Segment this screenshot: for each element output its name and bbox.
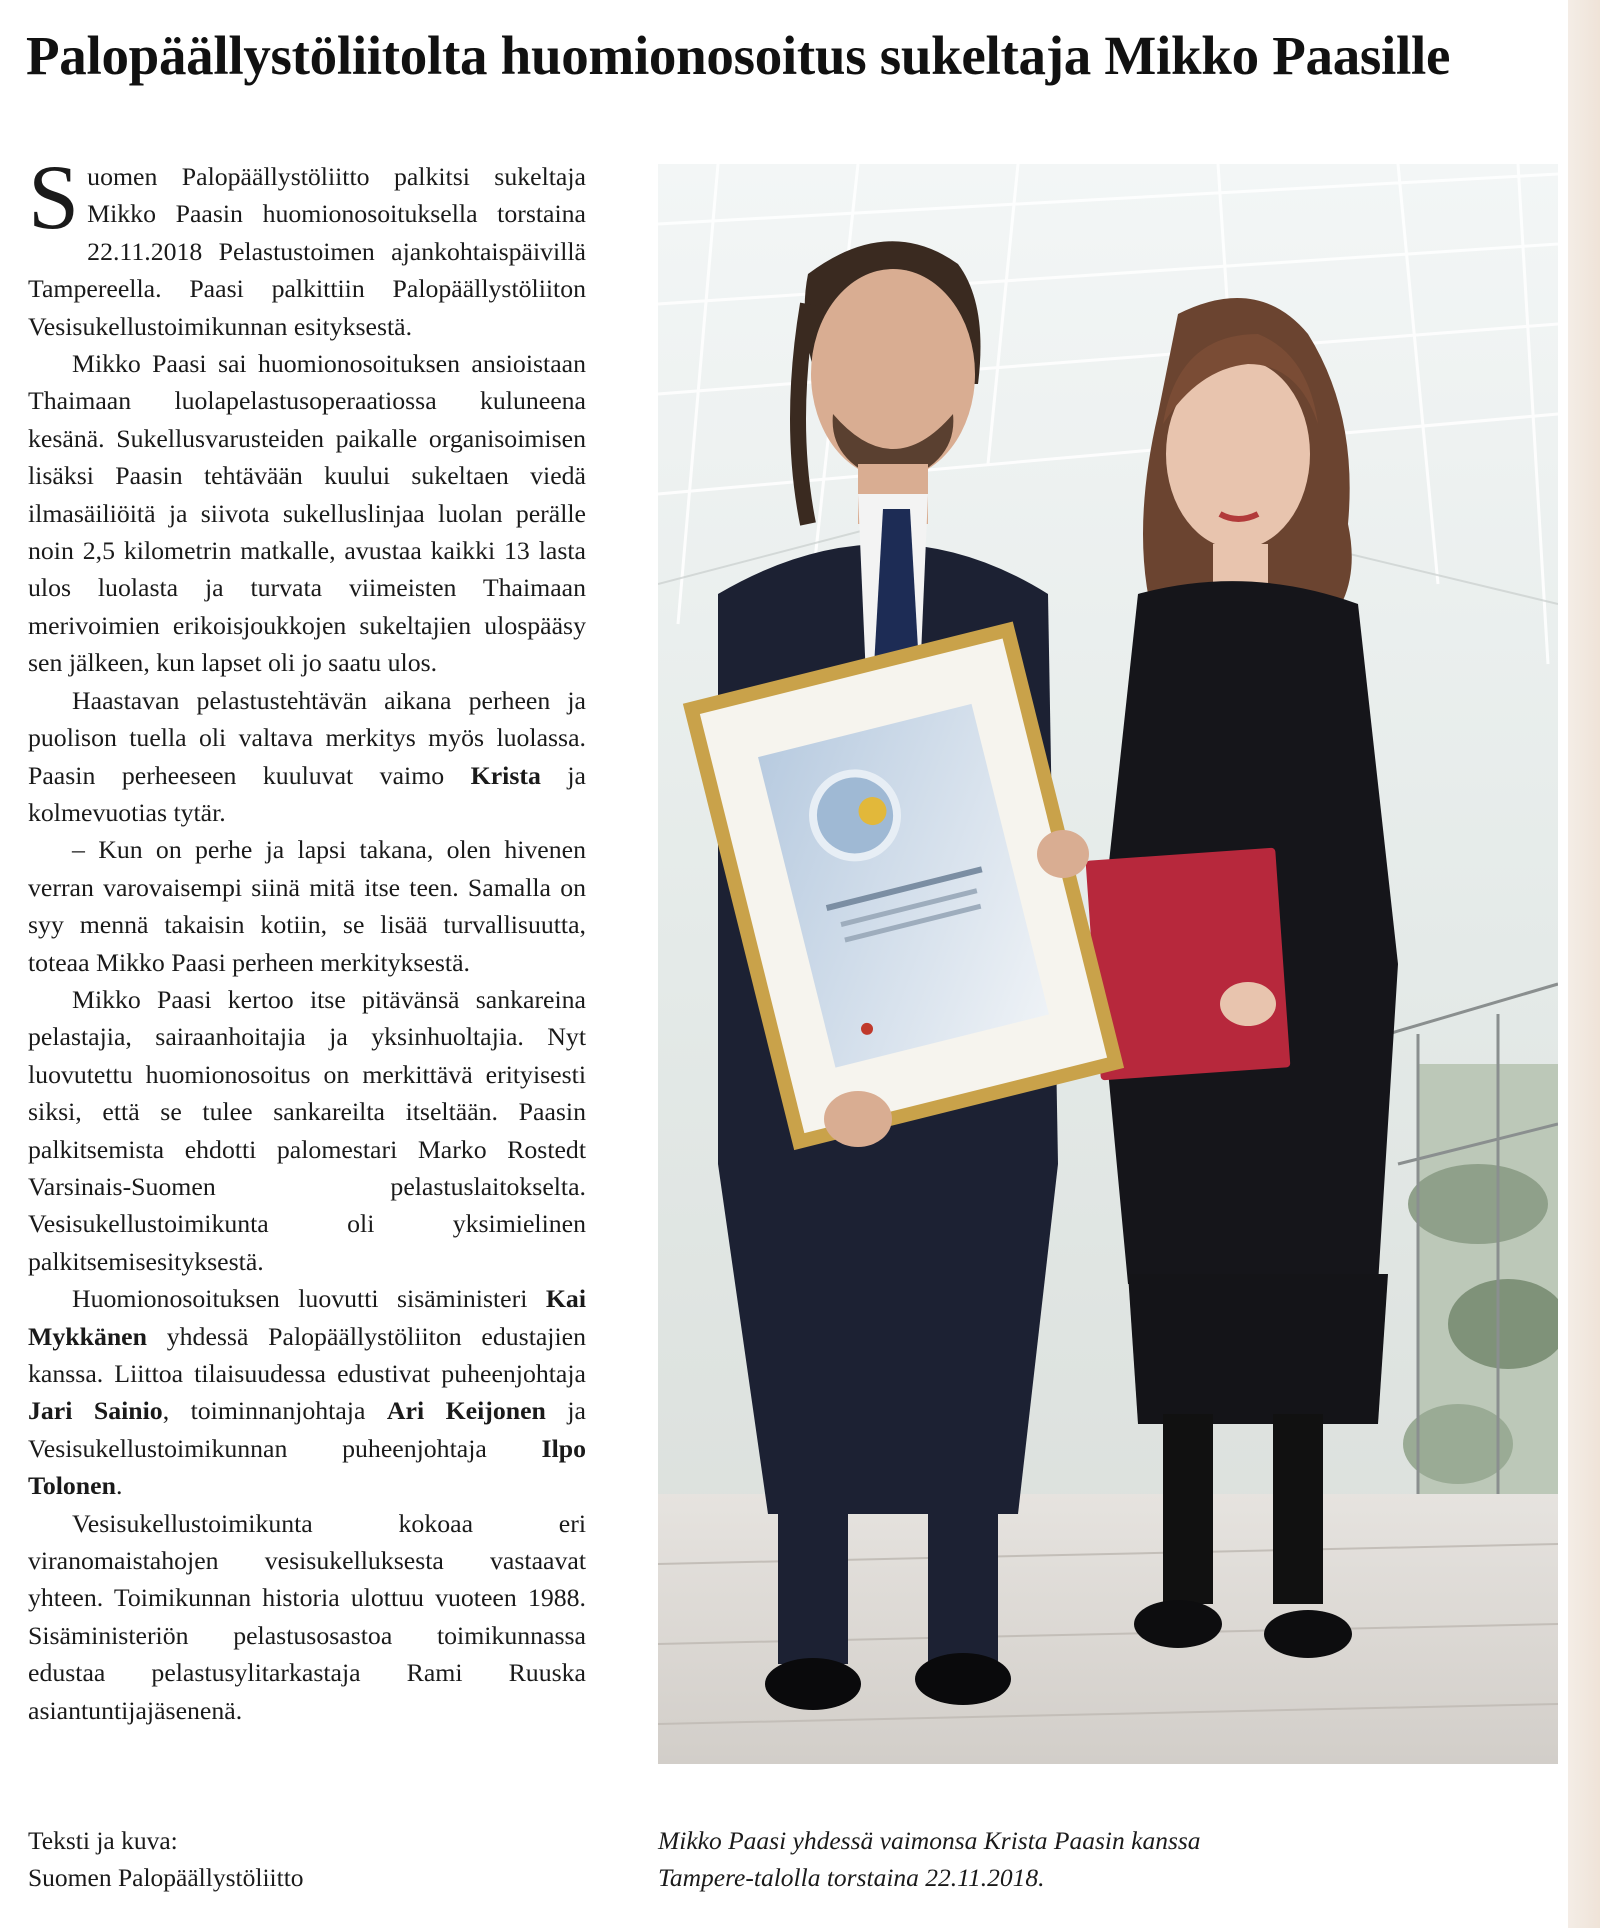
name-jari-sainio: Jari Sainio xyxy=(28,1396,163,1426)
caption-line-1: Mikko Paasi yhdessä vaimonsa Krista Paasin kanssa xyxy=(658,1826,1201,1855)
credit-organization: Suomen Palopäällystöliitto xyxy=(28,1863,304,1892)
page-edge xyxy=(1568,0,1600,1928)
caption-line-2: Tampere-talolla torstaina 22.11.2018. xyxy=(658,1863,1045,1892)
photo-illustration xyxy=(658,164,1558,1764)
paragraph-3 xyxy=(28,682,586,832)
paragraph-3-text: Haastavan pelastustehtävän aikana perheen ja puolison tuella oli valtava merkitys myös luolassa. Paasin perheeseen kuuluvat vaimo xyxy=(28,685,586,790)
paragraph-7: Vesisukellustoimikunta kokoaa eri viranomaistahojen vesisukelluksesta vastaavat yhteen. Toimikunnan historia ulottuu vuoteen 1988. Sisäministeriön pelastusosastoa toimikunnassa edustaa pelastusylitarkastaja Rami Ruuska asiantuntijajäsenenä. xyxy=(28,1508,586,1725)
photo-caption xyxy=(658,1822,1558,1896)
photo-credit xyxy=(28,1822,528,1896)
paragraph-2: Mikko Paasi sai huomionosoituksen ansioistaan Thaimaan luolapelastusoperaatiossa kuluneena kesänä. Sukellusvarusteiden paikalle organisoimisen lisäksi Paasin tehtävään kuului sukeltaen viedä ilmasäiliöitä ja siivota sukelluslinjaa luolan perälle noin 2,5 kilometrin matkalle, avustaa kaikki 13 lasta ulos luolasta ja turvata viimeisten Thaimaan merivoimien erikoisjoukkojen sukeltajien ulospääsy sen jälkeen, kun lapset oli jo saatu ulos. xyxy=(28,349,586,678)
article-body xyxy=(28,146,586,1729)
paragraph-6 xyxy=(28,1280,586,1504)
name-krista: Krista xyxy=(470,760,541,790)
name-kai-mykkanen: Kai Mykkänen xyxy=(28,1284,586,1351)
paragraph-6-text-c: yhdessä Palopäällystöliiton edustajien kanssa. Liittoa tilaisuudessa edustivat puheenjohtaja xyxy=(28,1321,586,1388)
drop-cap: S xyxy=(28,146,80,248)
article-headline: Palopäällystöliitolta huomionosoitus sukeltaja Mikko Paasille xyxy=(26,25,1451,86)
name-ari-keijonen: Ari Keijonen xyxy=(386,1396,546,1426)
paragraph-6-text-i: . xyxy=(115,1471,123,1501)
paragraph-6-text-a: Huomionosoituksen luovutti sisäministeri xyxy=(72,1284,546,1314)
paragraph-1 xyxy=(28,146,586,345)
credit-label: Teksti ja kuva: xyxy=(28,1826,178,1855)
name-ilpo-tolonen: Ilpo Tolonen xyxy=(28,1433,586,1501)
paragraph-5: Mikko Paasi kertoo itse pitävänsä sankareina pelastajia, sairaanhoitajia ja yksinhuoltajia. Nyt luovutettu huomionosoitus on merkittävä erityisesti siksi, että se tulee sankareilta itseltään. Paasin palkitsemista ehdotti palomestari Marko Rostedt Varsinais-Suomen pelastuslaitokselta. Vesisukellustoimikunta oli yksimielinen palkitsemisesityksestä. xyxy=(28,984,586,1276)
article-photo xyxy=(658,164,1558,1764)
paragraph-3-tail: ja kolmevuotias tytär. xyxy=(28,760,586,827)
paragraph-6-text-g: ja Vesisukellustoimikunnan puheenjohtaja xyxy=(28,1396,586,1463)
paragraph-4-quote: – Kun on perhe ja lapsi takana, olen hivenen verran varovaisempi siinä mitä itse teen. Samalla on syy mennä takaisin kotiin, se lisää turvallisuutta, toteaa Mikko Paasi perheen merkityksestä. xyxy=(28,835,586,977)
paragraph-6-text-e: , toiminnanjohtaja xyxy=(162,1396,387,1426)
paragraph-1-text: uomen Palopäällystöliitto palkitsi sukeltaja Mikko Paasin huomionosoituksella torstaina 22.11.2018 Pelastustoimen ajankohtaispäivillä Tampereella. Paasi palkittiin Palopäällystöliiton Vesisukellustoimikunnan esityksestä. xyxy=(28,162,586,341)
